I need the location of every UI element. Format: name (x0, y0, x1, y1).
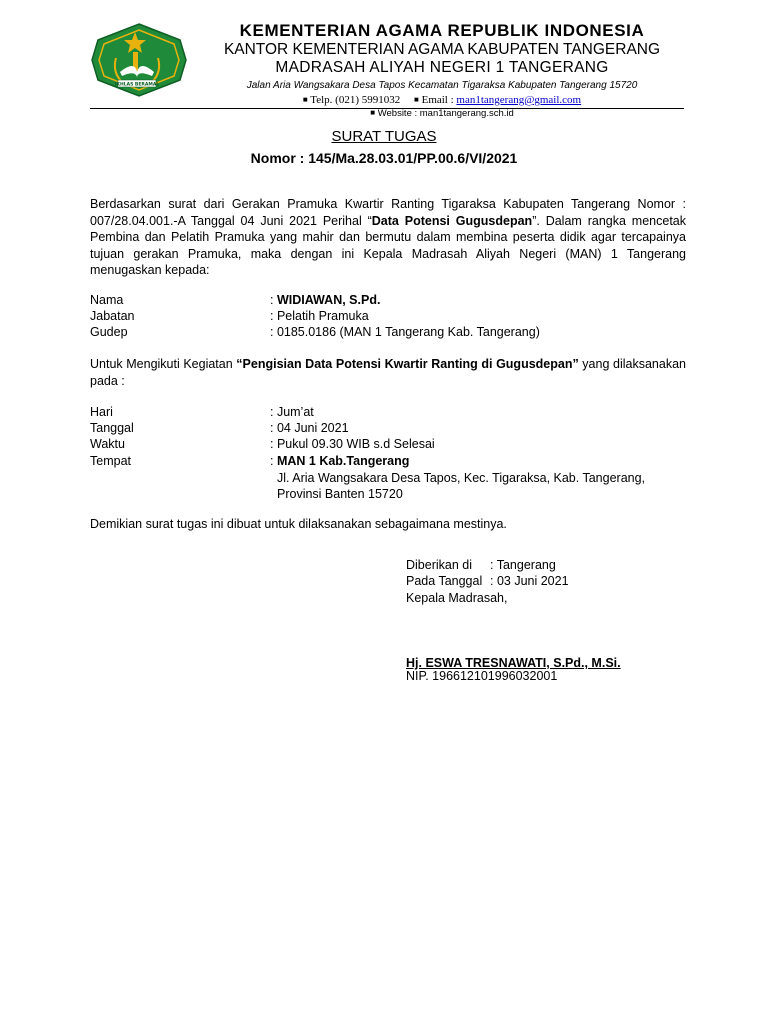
field-value: : Jum’at (270, 405, 314, 419)
email-label: Email : (421, 94, 454, 106)
field-value: : 03 Juni 2021 (490, 574, 569, 588)
website: Website : man1tangerang.sch.id (377, 108, 514, 119)
opening-text: Berdasarkan surat dari Gerakan Pramuka Kwartir Ranting Tigaraksa Kabupaten Tangerang Nomor : 007/28.04.001.-A Tanggal 04 Juni 2021 Perihal “ (90, 197, 686, 228)
purpose-paragraph (90, 356, 686, 389)
field-label: Gudep (90, 325, 128, 339)
letterhead-divider (90, 108, 684, 109)
activity-name: “Pengisian Data Potensi Kwartir Ranting di Gugusdepan” (236, 357, 579, 371)
field-value (270, 292, 380, 308)
document-title: SURAT TUGAS (331, 128, 437, 145)
venue-name: MAN 1 Kab.Tangerang (276, 454, 410, 468)
venue-province: Provinsi Banten 15720 (277, 487, 403, 501)
purpose-text: Untuk Mengikuti Kegiatan (90, 357, 237, 371)
field-label: Tempat (90, 454, 131, 468)
letterhead (196, 20, 688, 120)
bullet-square-icon: ■ (370, 108, 376, 117)
colon: : (270, 454, 277, 468)
purpose-text-cont: yang dilaksanakan pada : (90, 357, 686, 388)
opening-text-cont: ”. Dalam rangka mencetak Pembina dan Pelatih Pramuka yang mahir dan bermutu dalam membina peserta didik agar tercapainya tujuan gerakan Pramuka, maka dengan ini Kepala Madrasah Aliyah Negeri (MAN) 1 Tangerang menugaskan kepada: (90, 213, 686, 277)
venue-address: Jl. Aria Wangsakara Desa Tapos, Kec. Tigaraksa, Kab. Tangerang, (277, 471, 646, 485)
field-label: Jabatan (90, 309, 135, 323)
school-name: MADRASAH ALIYAH NEGERI 1 TANGERANG (275, 59, 609, 76)
signer-name: Hj. ESWA TRESNAWATI, S.Pd., M.Si. (406, 656, 621, 670)
ministry-name: KEMENTERIAN AGAMA REPUBLIK INDONESIA (239, 21, 645, 40)
kemenag-logo-icon (90, 22, 188, 98)
signer-role: Kepala Madrasah, (406, 591, 508, 605)
contact-line (196, 93, 688, 107)
field-value: : Tangerang (490, 558, 556, 572)
telephone: Telp. (021) 5991032 (310, 94, 401, 106)
field-value (270, 453, 409, 469)
field-label: Hari (90, 405, 113, 419)
person-name: WIDIAWAN, S.Pd. (276, 293, 381, 307)
field-value: : Pelatih Pramuka (270, 309, 369, 323)
opening-paragraph (90, 196, 686, 279)
office-name: KANTOR KEMENTERIAN AGAMA KABUPATEN TANGERANG (223, 41, 661, 58)
signer-nip: NIP. 196612101996032001 (406, 669, 558, 683)
field-label: Tanggal (90, 421, 134, 435)
colon: : (270, 293, 277, 307)
closing-paragraph: Demikian surat tugas ini dibuat untuk dilaksanakan sebagaimana mestinya. (90, 517, 507, 531)
bullet-square-icon: ■ (414, 95, 419, 104)
bullet-square-icon: ■ (302, 95, 308, 104)
field-value: : 0185.0186 (MAN 1 Tangerang Kab. Tangerang) (270, 325, 540, 339)
svg-text:IKHLAS BERAMAL: IKHLAS BERAMAL (114, 82, 160, 88)
document-number: Nomor : 145/Ma.28.03.01/PP.00.6/VI/2021 (250, 150, 518, 166)
field-value: : 04 Juni 2021 (270, 421, 349, 435)
field-label: Waktu (90, 437, 125, 451)
field-label: Pada Tanggal (406, 574, 483, 588)
email-link[interactable]: man1tangerang@gmail.com (456, 94, 582, 106)
school-address: Jalan Aria Wangsakara Desa Tapos Kecamatan Tigaraksa Kabupaten Tangerang 15720 (246, 80, 638, 91)
opening-subject: Data Potensi Gugusdepan (371, 213, 533, 228)
field-value: : Pukul 09.30 WIB s.d Selesai (270, 437, 435, 451)
field-label: Nama (90, 293, 124, 307)
field-label: Diberikan di (406, 558, 473, 572)
